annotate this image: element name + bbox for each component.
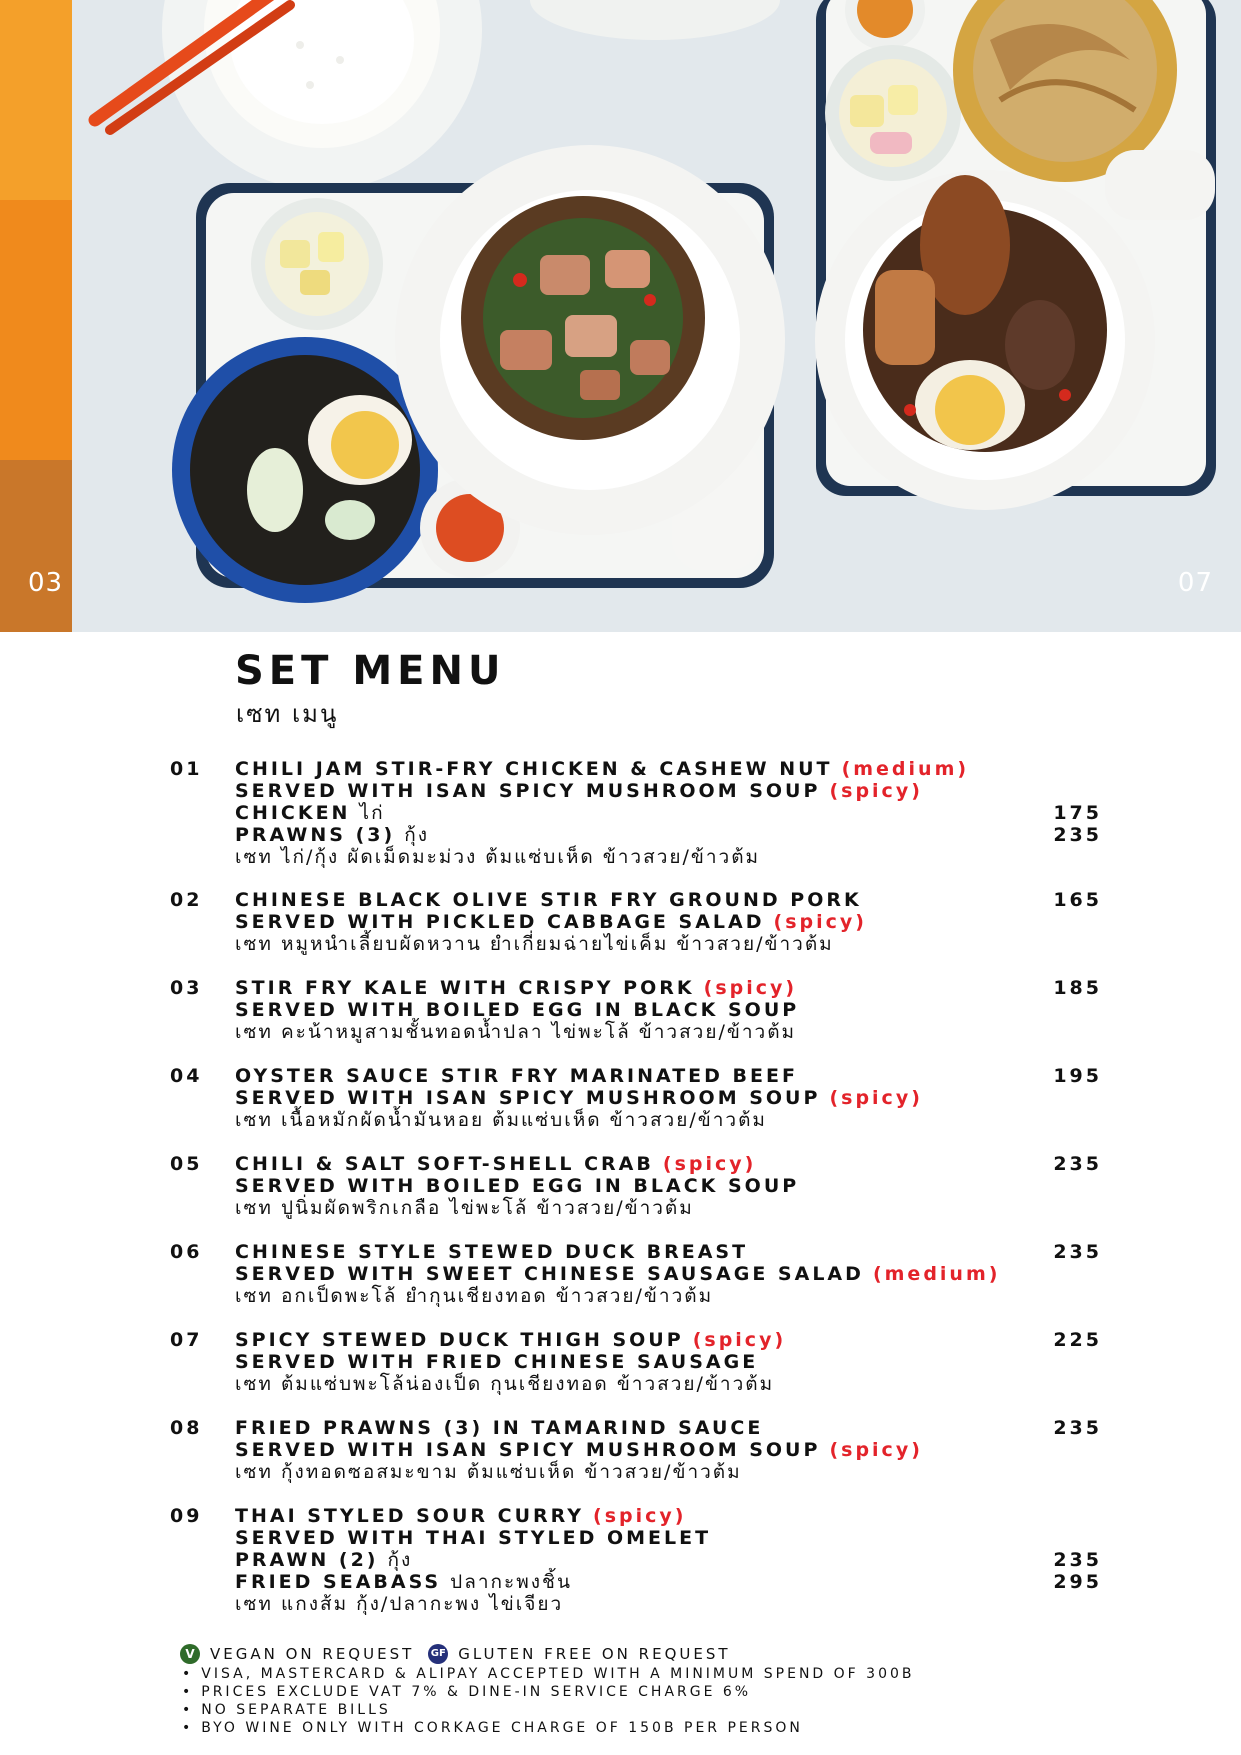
option-thai: ปลากะพงชิ้น — [450, 1571, 572, 1593]
item-thai-description: เซท ต้มแซ่บพะโล้น่องเป็ด กุนเชียงทอด ข้าวสวย/ข้าวต้ม — [235, 1373, 775, 1395]
item-served-with: SERVED WITH ISAN SPICY MUSHROOM SOUP — [235, 1439, 821, 1461]
option-name: PRAWN (2) — [235, 1549, 379, 1571]
menu-item — [0, 1505, 1241, 1636]
item-thai-description: เซท อกเป็ดพะโล้ ยำกุนเชียงทอด ข้าวสวย/ข้าวต้ม — [235, 1285, 714, 1307]
item-served-with: SERVED WITH SWEET CHINESE SAUSAGE SALAD — [235, 1263, 864, 1285]
hero-food-photo — [0, 0, 1241, 632]
item-served-with: SERVED WITH ISAN SPICY MUSHROOM SOUP — [235, 1087, 821, 1109]
item-price: 235 — [1053, 1153, 1102, 1175]
heat-level: (spicy) — [829, 1087, 923, 1109]
gluten-free-icon: GF — [428, 1644, 448, 1664]
item-name: STIR FRY KALE WITH CRISPY PORK — [235, 977, 695, 999]
item-served-with: SERVED WITH FRIED CHINESE SAUSAGE — [235, 1351, 759, 1373]
item-name: OYSTER SAUCE STIR FRY MARINATED BEEF — [235, 1065, 798, 1087]
item-thai-description: เซท คะน้าหมูสามชั้นทอดน้ำปลา ไข่พะโล้ ข้าวสวย/ข้าวต้ม — [235, 1021, 797, 1043]
heat-level: (medium) — [841, 758, 970, 780]
option-price: 175 — [1053, 802, 1102, 824]
item-number: 06 — [170, 1241, 203, 1263]
item-number: 08 — [170, 1417, 203, 1439]
item-name: THAI STYLED SOUR CURRY — [235, 1505, 584, 1527]
heat-level: (spicy) — [829, 1439, 923, 1461]
item-name: FRIED PRAWNS (3) IN TAMARIND SAUCE — [235, 1417, 764, 1439]
heat-level: (spicy) — [593, 1505, 687, 1527]
option-thai: ไก่ — [359, 802, 385, 824]
menu-footer — [180, 1643, 1080, 1737]
item-number: 02 — [170, 889, 203, 911]
heat-level: (spicy) — [692, 1329, 787, 1351]
item-number: 07 — [170, 1329, 203, 1351]
item-served-with: SERVED WITH PICKLED CABBAGE SALAD — [235, 911, 765, 933]
page-title: SET MENU — [235, 648, 506, 694]
item-served-with: SERVED WITH ISAN SPICY MUSHROOM SOUP — [235, 780, 821, 802]
menu-item — [0, 889, 1241, 977]
menu-item — [0, 1329, 1241, 1417]
gluten-free-label: GLUTEN FREE ON REQUEST — [458, 1645, 731, 1663]
item-served-with: SERVED WITH BOILED EGG IN BLACK SOUP — [235, 1175, 800, 1197]
item-name: SPICY STEWED DUCK THIGH SOUP — [235, 1329, 684, 1351]
footer-note: • NO SEPARATE BILLS — [180, 1701, 1080, 1719]
item-number: 04 — [170, 1065, 203, 1087]
item-number: 09 — [170, 1505, 203, 1527]
item-number: 05 — [170, 1153, 203, 1175]
option-price: 235 — [1053, 824, 1102, 846]
item-thai-description: เซท แกงส้ม กุ้ง/ปลากะพง ไข่เจียว — [235, 1593, 564, 1615]
page-number-right: 07 — [1177, 568, 1213, 598]
item-price: 165 — [1053, 889, 1102, 911]
item-name: CHINESE STYLE STEWED DUCK BREAST — [235, 1241, 749, 1263]
item-name: CHILI JAM STIR-FRY CHICKEN & CASHEW NUT — [235, 758, 833, 780]
footer-note: • VISA, MASTERCARD & ALIPAY ACCEPTED WITH A MINIMUM SPEND OF 300B — [180, 1665, 1080, 1683]
page-number-left: 03 — [28, 568, 64, 598]
footer-note: • PRICES EXCLUDE VAT 7% & DINE-IN SERVICE CHARGE 6% — [180, 1683, 1080, 1701]
menu-item — [0, 977, 1241, 1065]
item-number: 01 — [170, 758, 203, 780]
dietary-legend — [180, 1643, 1080, 1665]
menu-item — [0, 1241, 1241, 1329]
item-price: 225 — [1053, 1329, 1102, 1351]
option-thai: กุ้ง — [387, 1549, 413, 1571]
page-title-thai: เซท เมนู — [236, 700, 339, 728]
item-number: 03 — [170, 977, 203, 999]
menu-item — [0, 1153, 1241, 1241]
vegan-icon: V — [180, 1644, 200, 1664]
vegan-label: VEGAN ON REQUEST — [210, 1645, 415, 1663]
item-thai-description: เซท ปูนิ่มผัดพริกเกลือ ไข่พะโล้ ข้าวสวย/ข้าวต้ม — [235, 1197, 694, 1219]
menu-item — [0, 1065, 1241, 1153]
item-thai-description: เซท หมูหนำเลี้ยบผัดหวาน ยำเกี่ยมฉ่ายไข่เค็ม ข้าวสวย/ข้าวต้ม — [235, 933, 834, 955]
item-price: 235 — [1053, 1417, 1102, 1439]
option-name: FRIED SEABASS — [235, 1571, 442, 1593]
footer-note: • BYO WINE ONLY WITH CORKAGE CHARGE OF 150B PER PERSON — [180, 1719, 1080, 1737]
option-name: PRAWNS (3) — [235, 824, 396, 846]
item-thai-description: เซท กุ้งทอดซอสมะขาม ต้มแซ่บเห็ด ข้าวสวย/ข้าวต้ม — [235, 1461, 742, 1483]
set-menu-list — [0, 758, 1241, 1636]
option-price: 295 — [1053, 1571, 1102, 1593]
heat-level: (spicy) — [773, 911, 867, 933]
item-price: 235 — [1053, 1241, 1102, 1263]
heat-level: (spicy) — [662, 1153, 757, 1175]
heat-level: (spicy) — [703, 977, 798, 999]
heat-level: (spicy) — [829, 780, 923, 802]
item-price: 185 — [1053, 977, 1102, 999]
item-name: CHILI & SALT SOFT-SHELL CRAB — [235, 1153, 654, 1175]
item-served-with: SERVED WITH THAI STYLED OMELET — [235, 1527, 712, 1549]
item-thai-description: เซท ไก่/กุ้ง ผัดเม็ดมะม่วง ต้มแซ่บเห็ด ข้าวสวย/ข้าวต้ม — [235, 846, 761, 868]
option-price: 235 — [1053, 1549, 1102, 1571]
item-price: 195 — [1053, 1065, 1102, 1087]
item-served-with: SERVED WITH BOILED EGG IN BLACK SOUP — [235, 999, 800, 1021]
item-thai-description: เซท เนื้อหมักผัดน้ำมันหอย ต้มแซ่บเห็ด ข้าวสวย/ข้าวต้ม — [235, 1109, 767, 1131]
option-thai: กุ้ง — [404, 824, 429, 846]
option-name: CHICKEN — [235, 802, 351, 824]
menu-item — [0, 1417, 1241, 1505]
item-name: CHINESE BLACK OLIVE STIR FRY GROUND PORK — [235, 889, 862, 911]
heat-level: (medium) — [872, 1263, 1001, 1285]
menu-item — [0, 758, 1241, 889]
